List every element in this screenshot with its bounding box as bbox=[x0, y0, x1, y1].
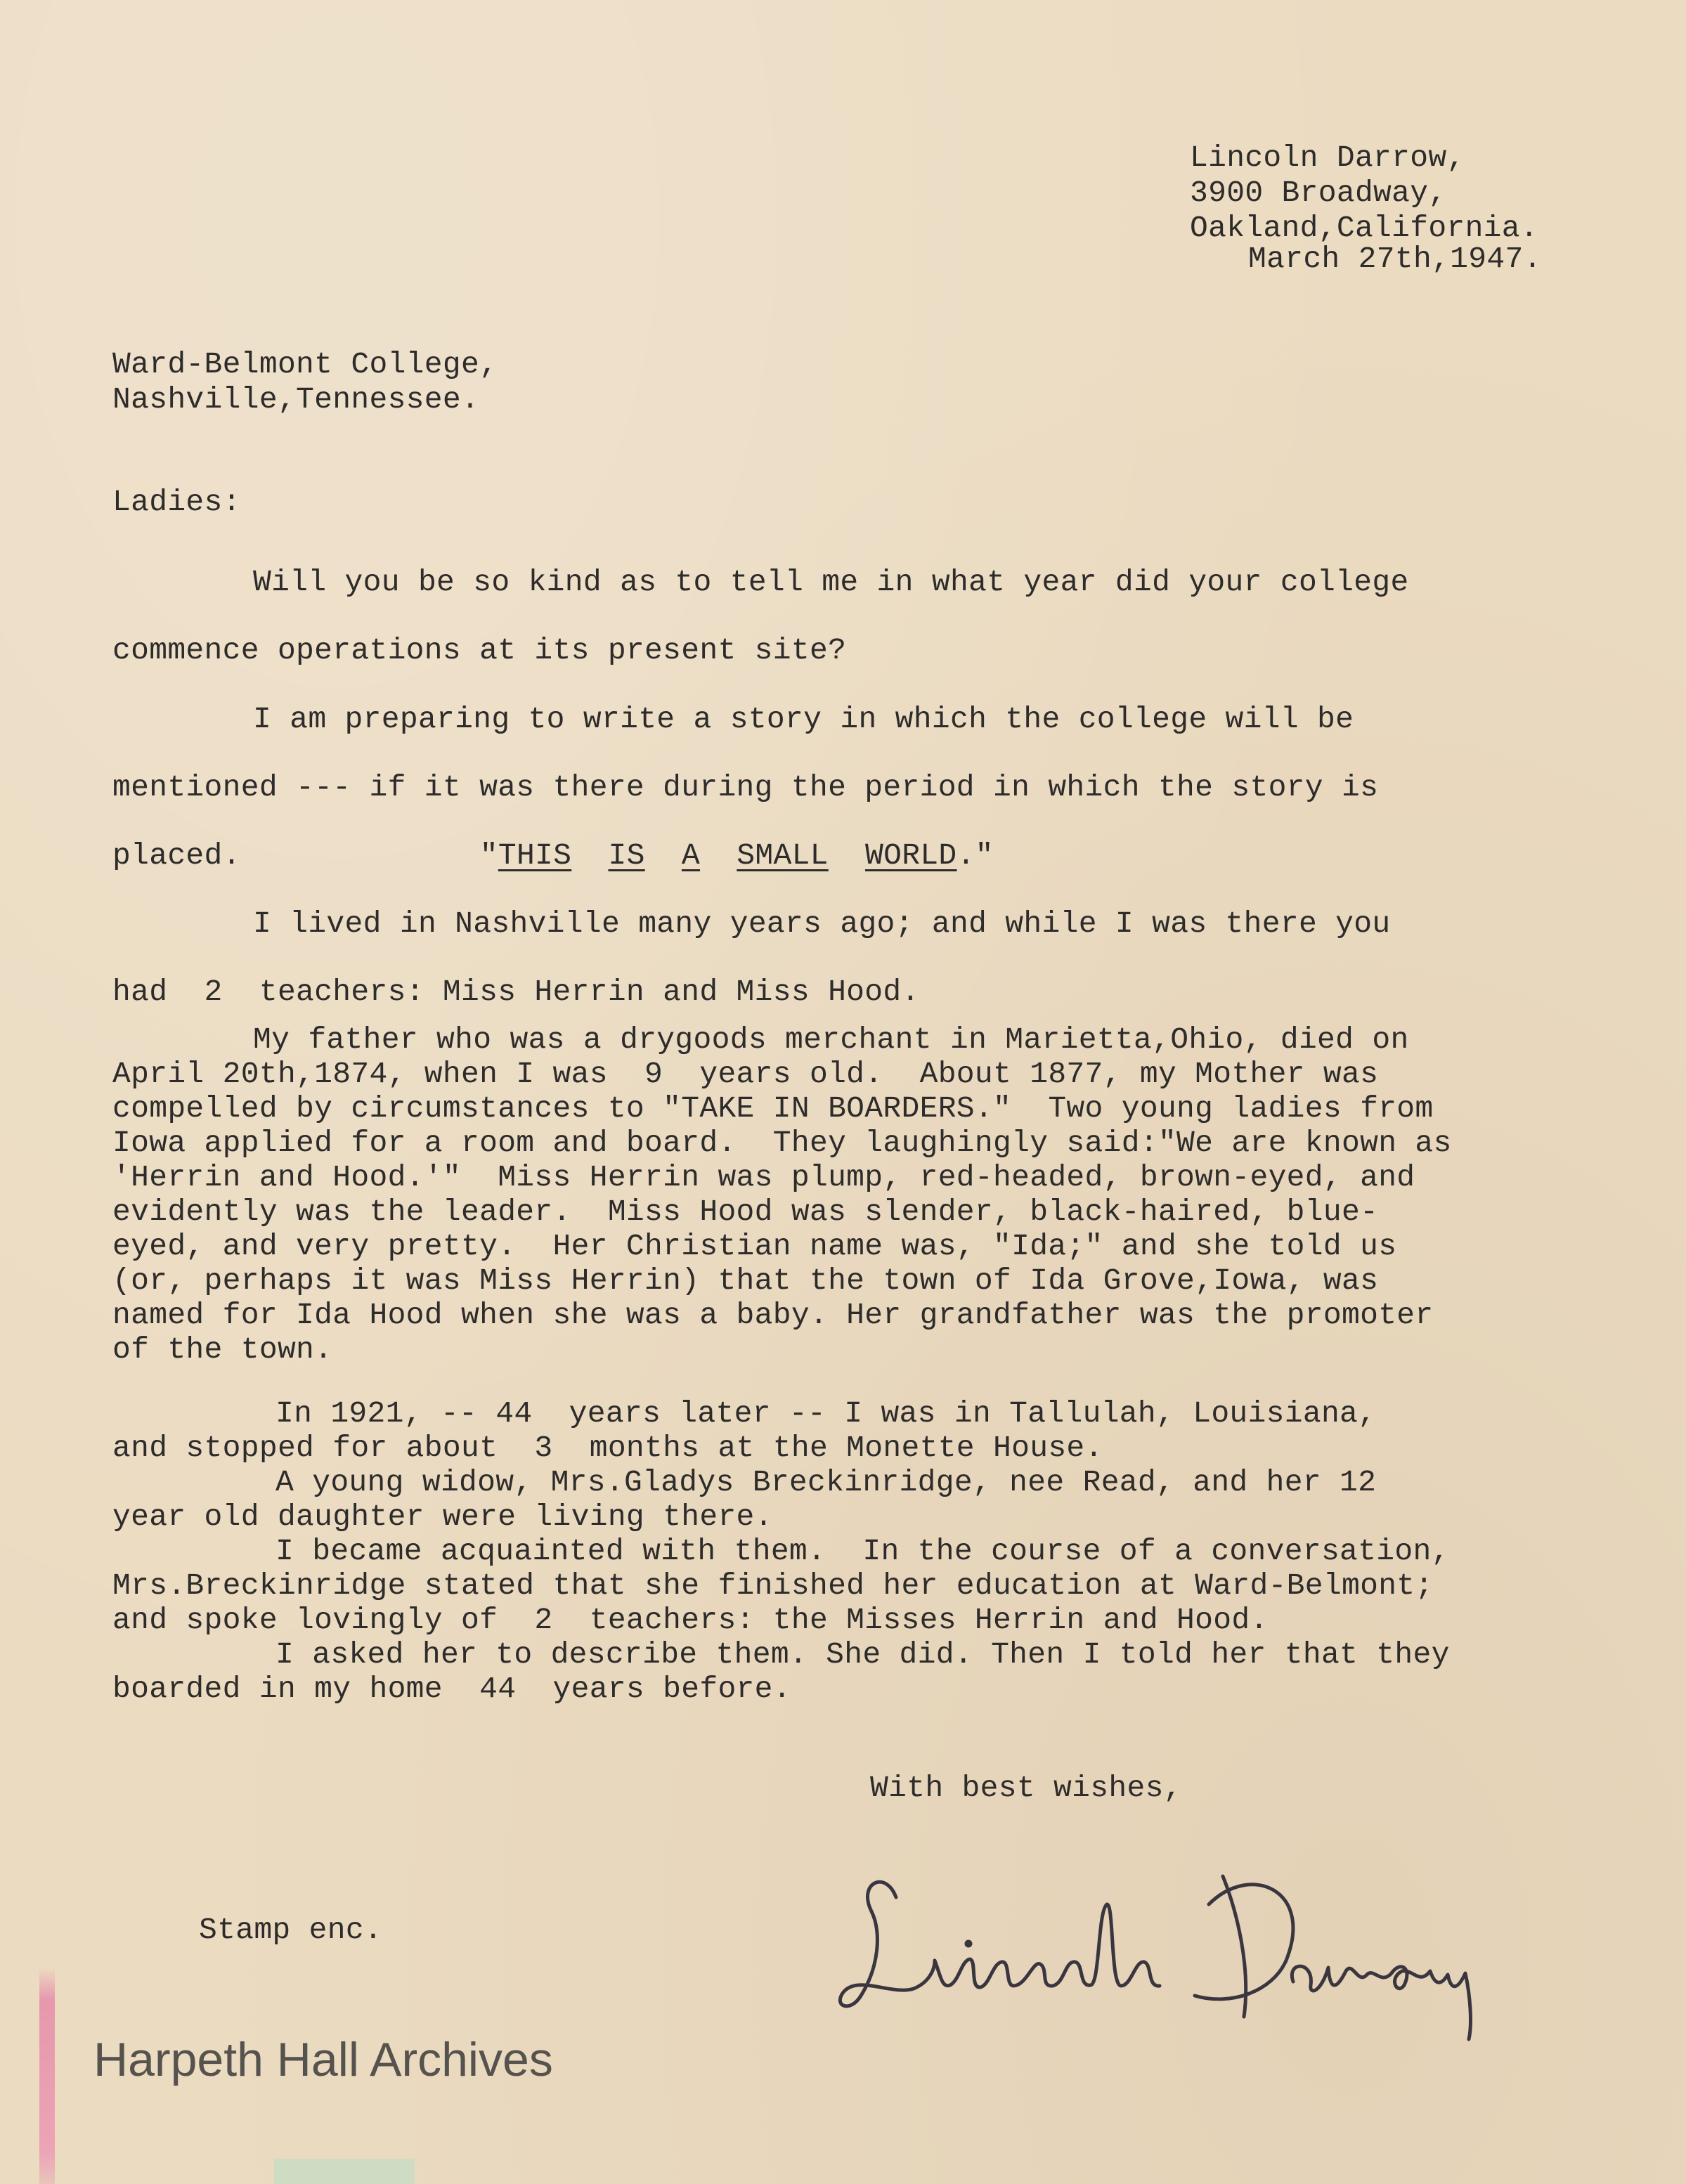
story-title-word: WORLD bbox=[865, 838, 957, 873]
paragraph-3-line-2: had 2 teachers: Miss Herrin and Miss Hood. bbox=[112, 975, 920, 1009]
paragraph-4-line: Iowa applied for a room and board. They laughingly said:"We are known as bbox=[112, 1126, 1452, 1160]
sender-city: Oakland,California. bbox=[1190, 211, 1538, 245]
paragraph-2 bbox=[112, 685, 1378, 890]
recipient-city: Nashville,Tennessee. bbox=[112, 382, 480, 417]
recipient-address bbox=[112, 347, 498, 417]
paragraph-2-line-2: mentioned --- if it was there during the period in which the story is bbox=[112, 770, 1379, 805]
story-title-word: THIS bbox=[498, 838, 572, 873]
sender-address bbox=[1190, 141, 1538, 246]
paragraph-2-line-3: placed. bbox=[112, 838, 241, 873]
paragraph-4-line: named for Ida Hood when she was a baby. Her grandfather was the promoter bbox=[112, 1298, 1434, 1332]
paragraph-4-line: (or, perhaps it was Miss Herrin) that the town of Ida Grove,Iowa, was bbox=[112, 1263, 1379, 1298]
sender-street: 3900 Broadway, bbox=[1190, 176, 1447, 210]
paragraph-5-line: Mrs.Breckinridge stated that she finished her education at Ward-Belmont; bbox=[112, 1568, 1434, 1603]
paragraph-5-line: In 1921, -- 44 years later -- I was in Tallulah, Louisiana, bbox=[275, 1396, 1377, 1431]
paragraph-4-line: compelled by circumstances to "TAKE IN BOARDERS." Two young ladies from bbox=[112, 1091, 1434, 1126]
paragraph-4-line: evidently was the leader. Miss Hood was slender, black-haired, blue- bbox=[112, 1195, 1379, 1229]
paragraph-1-line-2: commence operations at its present site? bbox=[112, 633, 847, 668]
paragraph-4 bbox=[112, 1022, 1452, 1367]
paragraph-5-line: and stopped for about 3 months at the Monette House. bbox=[112, 1431, 1103, 1465]
story-title-word: A bbox=[681, 838, 701, 873]
paragraph-3-line-1: I lived in Nashville many years ago; and while I was there you bbox=[253, 906, 1391, 941]
paragraph-5-line: boarded in my home 44 years before. bbox=[112, 1672, 791, 1706]
paragraph-1-line-1: Will you be so kind as to tell me in what year did your college bbox=[253, 565, 1409, 599]
paragraph-1 bbox=[112, 548, 1409, 684]
paragraph-4-line: eyed, and very pretty. Her Christian name was, "Ida;" and she told us bbox=[112, 1229, 1397, 1263]
closing: With best wishes, bbox=[870, 1771, 1182, 1805]
story-title-word: SMALL bbox=[737, 838, 829, 873]
paragraph-5 bbox=[112, 1396, 1450, 1706]
paragraph-5-line: and spoke lovingly of 2 teachers: the Misses Herrin and Hood. bbox=[112, 1603, 1269, 1637]
sender-name: Lincoln Darrow, bbox=[1190, 141, 1465, 175]
enclosure-note: Stamp enc. bbox=[199, 1913, 383, 1947]
story-title-word: IS bbox=[608, 838, 645, 873]
paragraph-4-line: April 20th,1874, when I was 9 years old. About 1877, my Mother was bbox=[112, 1057, 1379, 1091]
salutation: Ladies: bbox=[112, 485, 241, 519]
paragraph-5-line: year old daughter were living there. bbox=[112, 1500, 773, 1534]
paragraph-5-line: I asked her to describe them. She did. Then I told her that they bbox=[275, 1637, 1450, 1672]
paragraph-5-line: I became acquainted with them. In the course of a conversation, bbox=[275, 1534, 1450, 1568]
letter-date: March 27th,1947. bbox=[1248, 242, 1542, 276]
archive-tab-marker bbox=[39, 1968, 55, 2184]
paragraph-4-line: My father who was a drygoods merchant in Marietta,Ohio, died on bbox=[253, 1022, 1409, 1057]
signature bbox=[829, 1855, 1504, 2052]
paragraph-3 bbox=[112, 890, 1390, 1026]
story-title: "THIS IS A SMALL WORLD." bbox=[479, 838, 994, 873]
paragraph-2-line-1: I am preparing to write a story in which the college will be bbox=[253, 702, 1354, 736]
paragraph-4-line: 'Herrin and Hood.'" Miss Herrin was plump, red-headed, brown-eyed, and bbox=[112, 1160, 1415, 1195]
paragraph-4-line: of the town. bbox=[112, 1332, 333, 1367]
paragraph-5-line: A young widow, Mrs.Gladys Breckinridge, nee Read, and her 12 bbox=[275, 1465, 1377, 1500]
archive-label: Harpeth Hall Archives bbox=[93, 2033, 553, 2086]
recipient-name: Ward-Belmont College, bbox=[112, 347, 498, 382]
archive-color-tab bbox=[274, 2159, 415, 2184]
